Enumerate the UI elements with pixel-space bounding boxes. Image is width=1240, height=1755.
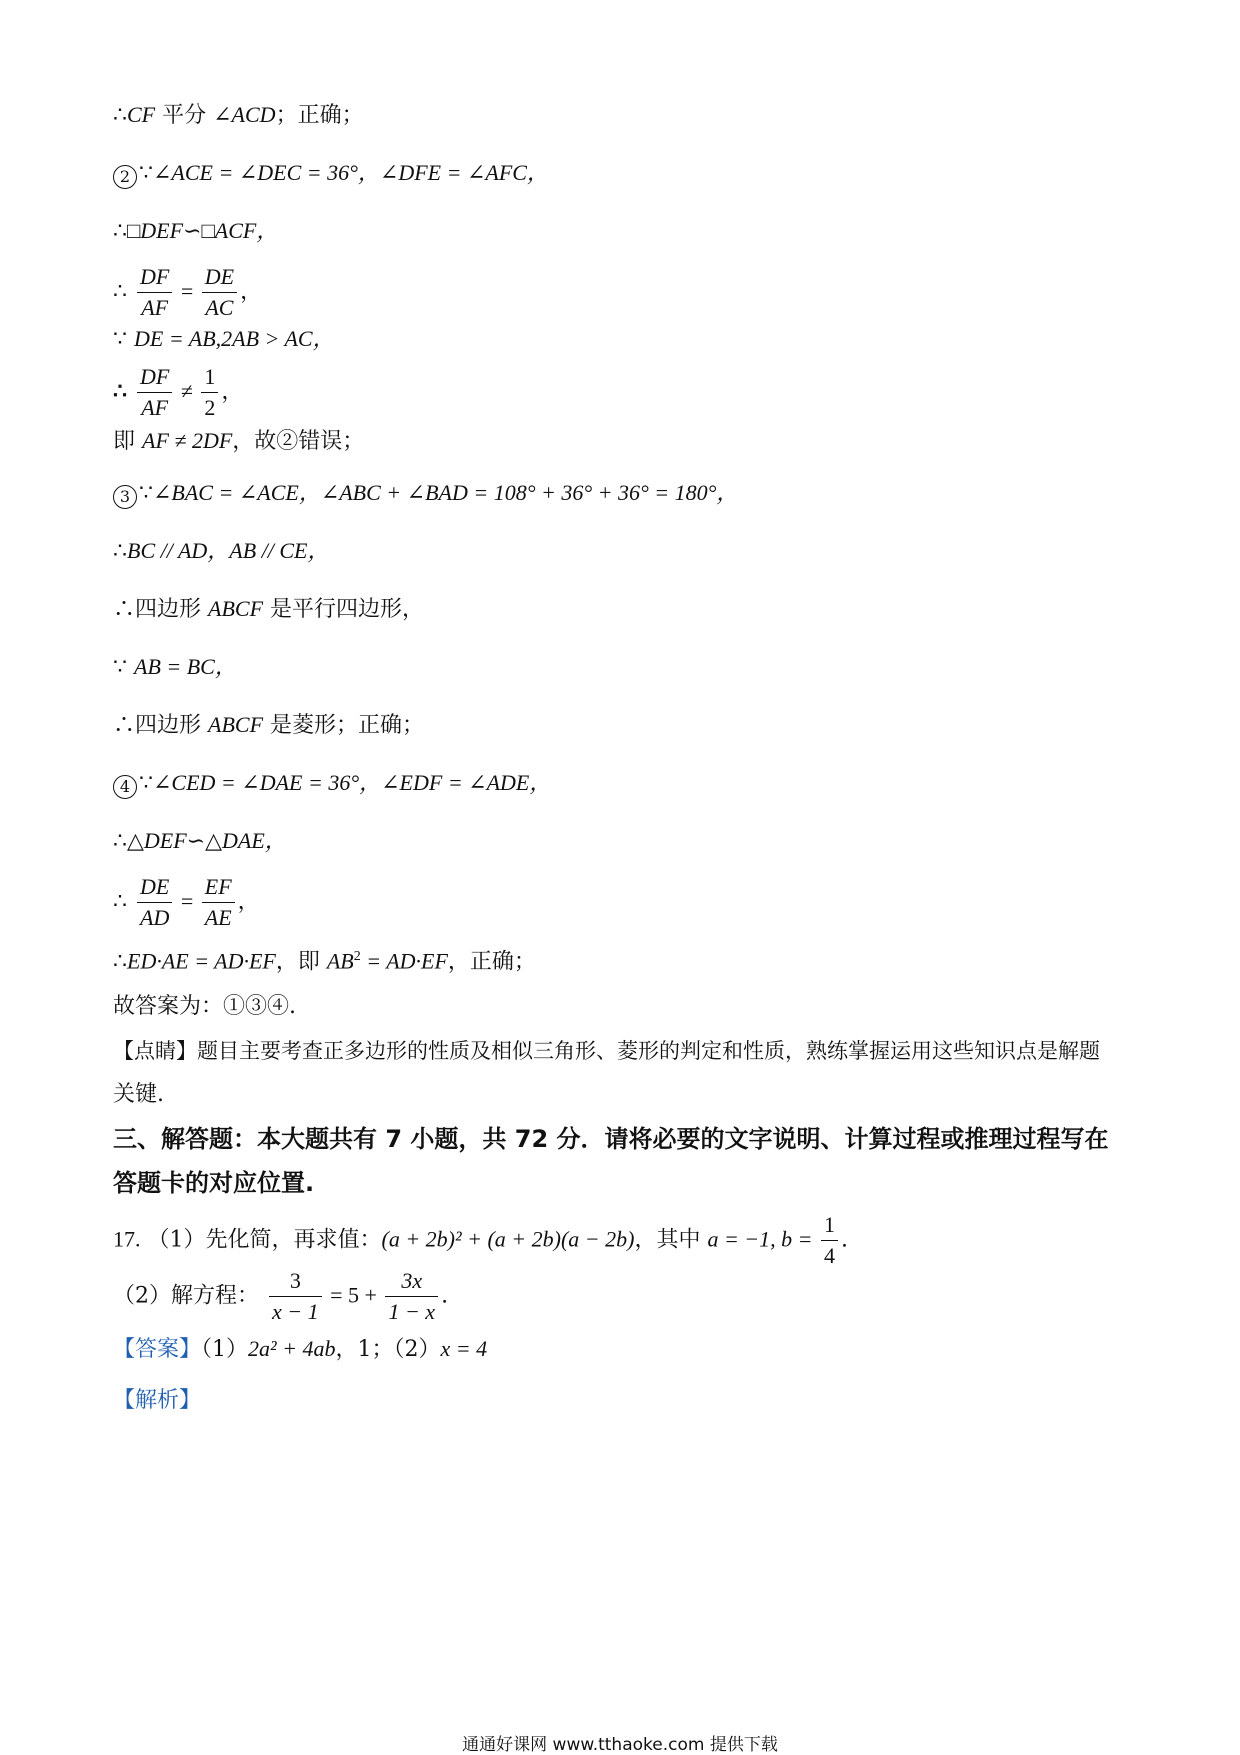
superscript: 2	[353, 949, 361, 964]
analysis-tag: 【解析】	[113, 1388, 202, 1413]
operator: =	[175, 888, 199, 914]
numerator: DE	[202, 262, 237, 293]
text: ，故②错误；	[232, 429, 365, 454]
fraction	[202, 262, 237, 323]
expr: △DEF∽△DAE，	[127, 828, 287, 853]
section-heading-line-2	[113, 1168, 314, 1198]
denominator: AE	[204, 905, 232, 930]
section-heading-line-1	[113, 1124, 1109, 1154]
line-6-fraction	[113, 362, 243, 423]
line-7	[113, 426, 364, 457]
expr: x = 4	[440, 1336, 488, 1361]
text: 是平行四边形，	[263, 597, 425, 622]
text: ，	[240, 279, 263, 305]
answer-tag: 【答案】	[113, 1337, 202, 1362]
expr: AB	[326, 948, 354, 974]
question-number: 17.	[113, 1226, 141, 1252]
text: ；正确；	[275, 103, 364, 128]
line-17	[113, 992, 296, 1022]
analysis-line	[113, 1386, 201, 1416]
expr: CF	[127, 102, 156, 127]
page-footer: 通通好课网 www.tthaoke.com 提供下载	[462, 1735, 778, 1755]
line-10	[113, 594, 424, 625]
expr: = AD·EF	[360, 948, 448, 974]
expr: □DEF∽□ACF，	[127, 218, 279, 243]
text: 【点睛】题目主要考查正多边形的性质及相似三角形、菱形的判定和性质，熟练掌握运用这些知识点是解题	[113, 1039, 1100, 1063]
numerator: EF	[202, 872, 235, 903]
expr: (a + 2b)² + (a + 2b)(a − 2b)	[381, 1226, 635, 1252]
text: ，其中	[634, 1227, 708, 1253]
text: （1）先化简，再求值：	[147, 1227, 382, 1253]
text: ，1；（2）	[335, 1337, 441, 1362]
text: ，	[221, 379, 244, 405]
text: 四边形	[135, 713, 209, 738]
fraction	[137, 872, 172, 933]
denominator: 2	[204, 395, 216, 420]
answer-line	[113, 1334, 487, 1365]
fraction	[385, 1266, 438, 1327]
line-15-fraction	[113, 872, 260, 933]
expr: ∠ACD	[213, 102, 276, 127]
numerator: DF	[137, 262, 172, 293]
text: 四边形	[135, 597, 209, 622]
circled-number: 3	[113, 485, 137, 509]
therefore-symbol: ∴	[113, 949, 127, 975]
line-14	[113, 826, 287, 857]
numerator: 1	[821, 1210, 838, 1241]
therefore-symbol: ∴	[113, 279, 127, 305]
therefore-symbol: ∴	[113, 597, 136, 622]
therefore-symbol: ∴	[113, 219, 127, 244]
expr: AB = BC，	[134, 654, 237, 679]
text: ，正确；	[447, 949, 536, 975]
numerator: DF	[137, 362, 172, 393]
because-symbol: ∵	[113, 327, 127, 352]
text: ，即	[275, 949, 327, 975]
because-symbol: ∵	[139, 161, 153, 186]
because-symbol: ∵	[139, 481, 153, 506]
therefore-symbol: ∴	[113, 103, 127, 128]
numerator: 3x	[385, 1266, 438, 1297]
numerator: 3	[269, 1266, 322, 1297]
fraction	[821, 1210, 838, 1271]
expr: ED·AE = AD·EF	[127, 948, 276, 974]
fraction	[137, 262, 172, 323]
operator: =	[175, 278, 199, 304]
denominator: 4	[823, 1243, 835, 1268]
text: .	[840, 1227, 848, 1253]
expr: DE = AB,2AB > AC，	[134, 326, 335, 351]
text: 是菱形；正确；	[263, 713, 425, 738]
line-8	[113, 478, 738, 509]
section-heading: 三、解答题：本大题共有 7 小题，共 72 分．请将必要的文字说明、计算过程或推理过程写在	[113, 1125, 1109, 1153]
fraction	[201, 362, 218, 423]
line-12	[113, 710, 424, 741]
text: （2）解方程：	[113, 1283, 259, 1309]
denominator: x − 1	[272, 1299, 319, 1324]
question-17-part-2	[113, 1266, 448, 1327]
because-symbol: ∵	[113, 655, 127, 680]
therefore-symbol: ∴	[113, 378, 127, 405]
line-9	[113, 536, 329, 567]
therefore-symbol: ∴	[113, 829, 127, 854]
denominator: AD	[140, 905, 170, 930]
expr: ∠ACE = ∠DEC = 36°，∠DFE = ∠AFC，	[153, 160, 549, 185]
fraction	[269, 1266, 322, 1327]
line-4-fraction	[113, 262, 262, 323]
line-2	[113, 158, 549, 189]
text: ，	[237, 889, 260, 915]
line-11	[113, 652, 237, 683]
denominator: AF	[141, 295, 169, 320]
expr: ∠BAC = ∠ACE，∠ABC + ∠BAD = 108° + 36° + 36° = 180°，	[153, 480, 739, 505]
comment-line-1	[113, 1036, 1100, 1066]
expr: ABCF	[208, 596, 264, 621]
section-heading: 答题卡的对应位置.	[113, 1169, 315, 1197]
line-3	[113, 216, 278, 247]
therefore-symbol: ∴	[113, 713, 136, 738]
therefore-symbol: ∴	[113, 539, 127, 564]
expr: BC // AD，AB // CE，	[127, 538, 330, 563]
text: 故答案为：①③④.	[113, 994, 296, 1019]
circled-number: 2	[113, 165, 137, 189]
fraction	[202, 872, 235, 933]
line-16	[113, 942, 536, 977]
denominator: 1 − x	[388, 1299, 436, 1324]
expr: ABCF	[208, 712, 264, 737]
text: 即	[113, 429, 142, 454]
numerator: 1	[201, 362, 218, 393]
therefore-symbol: ∴	[113, 889, 127, 915]
operator: ≠	[175, 378, 199, 404]
line-13	[113, 768, 551, 799]
because-symbol: ∵	[139, 771, 153, 796]
expr: a = −1, b =	[707, 1226, 818, 1252]
line-5	[113, 324, 335, 355]
comment-line-2	[113, 1080, 164, 1110]
text: 平分	[155, 103, 214, 128]
text: （1）	[201, 1337, 249, 1362]
text: 关键.	[113, 1082, 164, 1107]
denominator: AF	[141, 395, 169, 420]
expr: 2a² + 4ab	[248, 1336, 336, 1361]
operator: = 5 +	[324, 1282, 383, 1308]
text: .	[441, 1283, 449, 1309]
denominator: AC	[205, 295, 234, 320]
expr: ∠CED = ∠DAE = 36°，∠EDF = ∠ADE，	[153, 770, 552, 795]
fraction	[137, 362, 172, 423]
circled-number: 4	[113, 775, 137, 799]
expr: AF ≠ 2DF	[142, 428, 233, 453]
question-17-part-1	[113, 1210, 848, 1271]
numerator: DE	[137, 872, 172, 903]
line-1	[113, 100, 364, 131]
